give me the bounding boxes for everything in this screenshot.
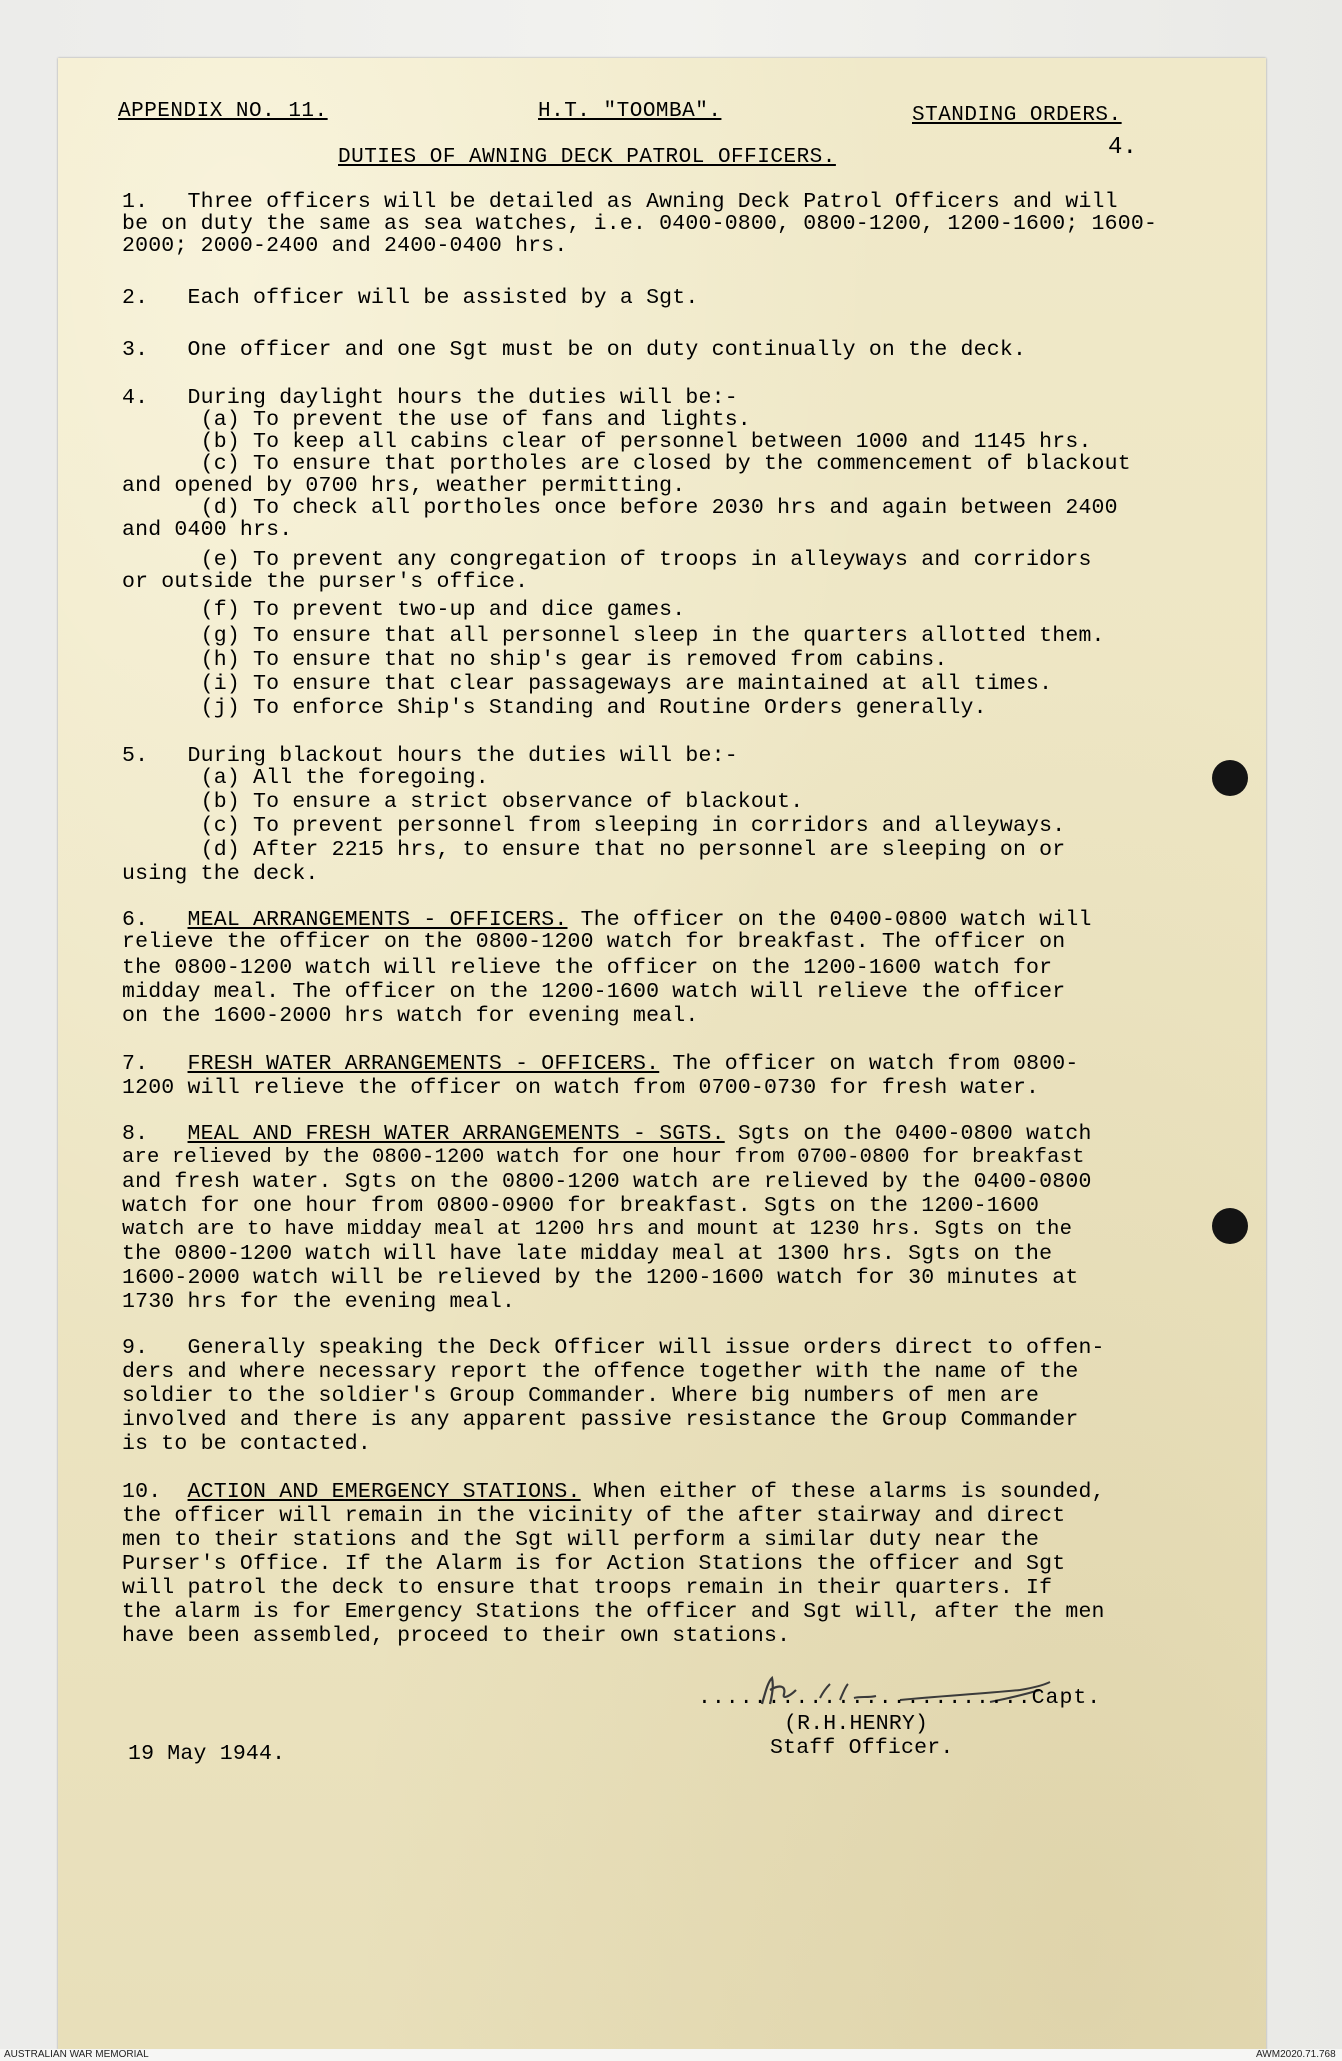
paragraph-10-heading: ACTION AND EMERGENCY STATIONS.	[187, 1480, 581, 1504]
text-line: the alarm is for Emergency Stations the officer and Sgt will, after the men	[122, 1600, 1105, 1624]
text-line: on the 1600-2000 hrs watch for evening meal.	[122, 1004, 699, 1028]
text-line: 2000; 2000-2400 and 2400-0400 hrs.	[122, 234, 568, 258]
text-line: (h) To ensure that no ship's gear is removed from cabins.	[122, 648, 948, 672]
document-title: DUTIES OF AWNING DECK PATROL OFFICERS.	[338, 146, 836, 169]
text-line: watch are to have midday meal at 1200 hrs and mount at 1230 hrs. Sgts on the	[122, 1218, 1073, 1241]
archive-footer	[0, 2049, 1342, 2061]
document-date: 19 May 1944.	[128, 1742, 286, 1766]
text-line: 9. Generally speaking the Deck Officer will issue orders direct to offen-	[122, 1336, 1105, 1360]
text-line: and fresh water. Sgts on the 0800-1200 watch are relieved by the 0400-0800	[122, 1170, 1092, 1194]
paragraph-8-first-line	[122, 1122, 1092, 1146]
paragraph-6-text: The officer on the 0400-0800 watch will	[567, 908, 1092, 932]
text-line: Purser's Office. If the Alarm is for Action Stations the officer and Sgt	[122, 1552, 1066, 1576]
signatory-name: (R.H.HENRY)	[784, 1712, 929, 1736]
text-line: watch for one hour from 0800-0900 for breakfast. Sgts on the 1200-1600	[122, 1194, 1040, 1218]
paragraph-7-heading: FRESH WATER ARRANGEMENTS - OFFICERS.	[187, 1052, 660, 1076]
text-line: (j) To enforce Ship's Standing and Routine Orders generally.	[122, 696, 987, 720]
text-line: 1600-2000 watch will be relieved by the 1200-1600 watch for 30 minutes at	[122, 1266, 1079, 1290]
paragraph-6-number: 6.	[122, 908, 149, 932]
appendix-number: APPENDIX NO. 11.	[118, 100, 328, 123]
text-line: the officer will remain in the vicinity of the after stairway and direct	[122, 1504, 1066, 1528]
text-line: 5. During blackout hours the duties will be:-	[122, 744, 738, 768]
archive-name: AUSTRALIAN WAR MEMORIAL	[4, 2049, 149, 2060]
standing-orders-label: STANDING ORDERS.	[912, 104, 1122, 127]
text-line: (f) To prevent two-up and dice games.	[122, 598, 686, 622]
paragraph-7-number: 7.	[122, 1052, 149, 1076]
text-line: are relieved by the 0800-1200 watch for one hour from 0700-0800 for breakfast	[122, 1146, 1085, 1169]
paragraph-7-first-line	[122, 1052, 1079, 1076]
text-line: and 0400 hrs.	[122, 518, 293, 542]
paragraph-8-text: Sgts on the 0400-0800 watch	[724, 1122, 1092, 1146]
punch-hole-lower	[1212, 1208, 1248, 1244]
text-line: (e) To prevent any congregation of troops in alleyways and corridors	[122, 548, 1092, 572]
text-line: midday meal. The officer on the 1200-1600 watch will relieve the officer	[122, 980, 1066, 1004]
signatory-role: Staff Officer.	[770, 1736, 954, 1760]
text-line: (b) To keep all cabins clear of personnel between 1000 and 1145 hrs.	[122, 430, 1092, 454]
text-line: or outside the purser's office.	[122, 570, 529, 594]
text-line: have been assembled, proceed to their own stations.	[122, 1624, 791, 1648]
text-line: 3. One officer and one Sgt must be on duty continually on the deck.	[122, 338, 1027, 362]
text-line: and opened by 0700 hrs, weather permitting.	[122, 474, 686, 498]
text-line: the 0800-1200 watch will have late midday meal at 1300 hrs. Sgts on the	[122, 1242, 1053, 1266]
text-line: (g) To ensure that all personnel sleep in the quarters allotted them.	[122, 624, 1105, 648]
paragraph-10-first-line	[122, 1480, 1105, 1504]
text-line: (d) After 2215 hrs, to ensure that no personnel are sleeping on or	[122, 838, 1066, 862]
text-line: (b) To ensure a strict observance of blackout.	[122, 790, 804, 814]
text-line: soldier to the soldier's Group Commander. Where big numbers of men are	[122, 1384, 1040, 1408]
text-line: 1200 will relieve the officer on watch from 0700-0730 for fresh water.	[122, 1076, 1040, 1100]
signature-line: ........................Capt.	[698, 1686, 1102, 1710]
text-line: involved and there is any apparent passive resistance the Group Commander	[122, 1408, 1079, 1432]
text-line: (a) To prevent the use of fans and lights.	[122, 408, 751, 432]
text-line: 1. Three officers will be detailed as Awning Deck Patrol Officers and will	[122, 190, 1118, 214]
paragraph-6-first-line	[122, 908, 1092, 932]
text-line: 4. During daylight hours the duties will be:-	[122, 386, 738, 410]
paragraph-8-number: 8.	[122, 1122, 149, 1146]
text-line: be on duty the same as sea watches, i.e. 0400-0800, 0800-1200, 1200-1600; 1600-	[122, 212, 1158, 236]
text-line: the 0800-1200 watch will relieve the officer on the 1200-1600 watch for	[122, 956, 1053, 980]
text-line: (i) To ensure that clear passageways are maintained at all times.	[122, 672, 1053, 696]
text-line: will patrol the deck to ensure that troops remain in their quarters. If	[122, 1576, 1053, 1600]
ship-name: H.T. "TOOMBA".	[538, 100, 722, 123]
text-line: (a) All the foregoing.	[122, 766, 489, 790]
text-line: men to their stations and the Sgt will perform a similar duty near the	[122, 1528, 1040, 1552]
page-mark: 4.	[1108, 134, 1138, 161]
text-line: ders and where necessary report the offence together with the name of the	[122, 1360, 1079, 1384]
text-line: relieve the officer on the 0800-1200 watch for breakfast. The officer on	[122, 930, 1066, 954]
paragraph-10-text: When either of these alarms is sounded,	[580, 1480, 1105, 1504]
paragraph-10-number: 10.	[122, 1480, 162, 1504]
text-line: 1730 hrs for the evening meal.	[122, 1290, 516, 1314]
text-line: (c) To prevent personnel from sleeping in corridors and alleyways.	[122, 814, 1066, 838]
text-line: is to be contacted.	[122, 1432, 371, 1456]
punch-hole-upper	[1212, 760, 1248, 796]
text-line: 2. Each officer will be assisted by a Sgt.	[122, 286, 699, 310]
text-line: (c) To ensure that portholes are closed by the commencement of blackout	[122, 452, 1131, 476]
text-line: using the deck.	[122, 862, 319, 886]
accession-number: AWM2020.71.768	[1256, 2049, 1336, 2060]
paragraph-7-text: The officer on watch from 0800-	[659, 1052, 1079, 1076]
paragraph-6-heading: MEAL ARRANGEMENTS - OFFICERS.	[187, 908, 568, 932]
paragraph-8-heading: MEAL AND FRESH WATER ARRANGEMENTS - SGTS.	[187, 1122, 725, 1146]
text-line: (d) To check all portholes once before 2030 hrs and again between 2400	[122, 496, 1118, 520]
